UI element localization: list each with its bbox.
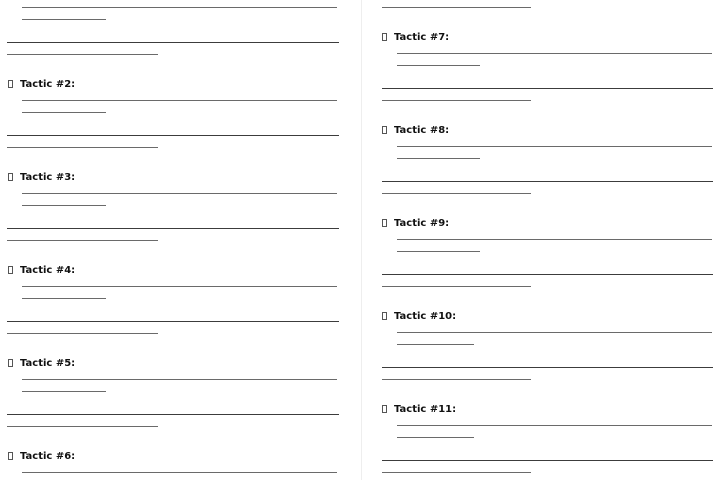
tactic-11-heading <box>382 403 456 417</box>
checkbox-icon[interactable] <box>8 173 13 181</box>
checkbox-icon[interactable] <box>382 405 387 413</box>
checkbox-icon[interactable] <box>382 219 387 227</box>
answer-line[interactable] <box>22 19 106 20</box>
notes-line[interactable] <box>382 193 531 194</box>
tactic-10-heading <box>382 310 456 324</box>
notes-line[interactable] <box>7 333 158 334</box>
notes-line[interactable] <box>382 460 713 461</box>
answer-line[interactable] <box>22 391 106 392</box>
checkbox-icon[interactable] <box>8 266 13 274</box>
answer-line[interactable] <box>397 239 712 240</box>
tactic-7-label: Tactic #7: <box>394 32 450 43</box>
notes-line[interactable] <box>382 286 531 287</box>
notes-line[interactable] <box>382 100 531 101</box>
answer-line[interactable] <box>397 53 712 54</box>
column-divider <box>361 0 362 480</box>
tactic-2-label: Tactic #2: <box>20 79 76 90</box>
answer-line[interactable] <box>22 379 337 380</box>
tactic-8-heading <box>382 124 449 138</box>
checkbox-icon[interactable] <box>8 359 13 367</box>
notes-line[interactable] <box>382 181 713 182</box>
notes-line[interactable] <box>7 321 339 322</box>
answer-line[interactable] <box>397 65 480 66</box>
answer-line[interactable] <box>397 146 712 147</box>
notes-line[interactable] <box>7 42 339 43</box>
answer-line[interactable] <box>22 286 337 287</box>
tactic-9-heading <box>382 217 449 231</box>
tactic-2-heading <box>8 78 75 92</box>
notes-line[interactable] <box>382 88 713 89</box>
answer-line[interactable] <box>397 437 474 438</box>
tactic-3-label: Tactic #3: <box>20 172 76 183</box>
tactic-6-label: Tactic #6: <box>20 451 76 462</box>
tactic-6-heading <box>8 450 75 464</box>
tactic-11-label: Tactic #11: <box>394 404 457 415</box>
notes-line[interactable] <box>7 228 339 229</box>
notes-line[interactable] <box>382 274 713 275</box>
notes-line[interactable] <box>7 240 158 241</box>
tactic-3-heading <box>8 171 75 185</box>
answer-line[interactable] <box>22 193 337 194</box>
notes-line[interactable] <box>7 135 339 136</box>
notes-line[interactable] <box>7 54 158 55</box>
answer-line[interactable] <box>397 332 712 333</box>
checkbox-icon[interactable] <box>8 80 13 88</box>
notes-line[interactable] <box>7 147 158 148</box>
notes-line[interactable] <box>7 414 339 415</box>
checkbox-icon[interactable] <box>382 312 387 320</box>
notes-line[interactable] <box>382 472 531 473</box>
answer-line[interactable] <box>397 344 474 345</box>
notes-line[interactable] <box>7 426 158 427</box>
answer-line[interactable] <box>397 251 480 252</box>
tactic-8-label: Tactic #8: <box>394 125 450 136</box>
tactic-4-label: Tactic #4: <box>20 265 76 276</box>
checkbox-icon[interactable] <box>382 126 387 134</box>
notes-line[interactable] <box>382 367 713 368</box>
answer-line[interactable] <box>22 205 106 206</box>
answer-line[interactable] <box>22 100 337 101</box>
tactic-10-label: Tactic #10: <box>394 311 457 322</box>
answer-line[interactable] <box>22 298 106 299</box>
tactic-5-heading <box>8 357 75 371</box>
tactic-7-heading <box>382 31 449 45</box>
answer-line[interactable] <box>22 472 337 473</box>
checkbox-icon[interactable] <box>382 33 387 41</box>
tactic-5-label: Tactic #5: <box>20 358 76 369</box>
notes-line[interactable] <box>382 7 531 8</box>
tactic-4-heading <box>8 264 75 278</box>
answer-line[interactable] <box>22 112 106 113</box>
answer-line[interactable] <box>397 158 480 159</box>
notes-line[interactable] <box>382 379 531 380</box>
checkbox-icon[interactable] <box>8 452 13 460</box>
answer-line[interactable] <box>397 425 712 426</box>
answer-line[interactable] <box>22 7 337 8</box>
tactic-9-label: Tactic #9: <box>394 218 450 229</box>
